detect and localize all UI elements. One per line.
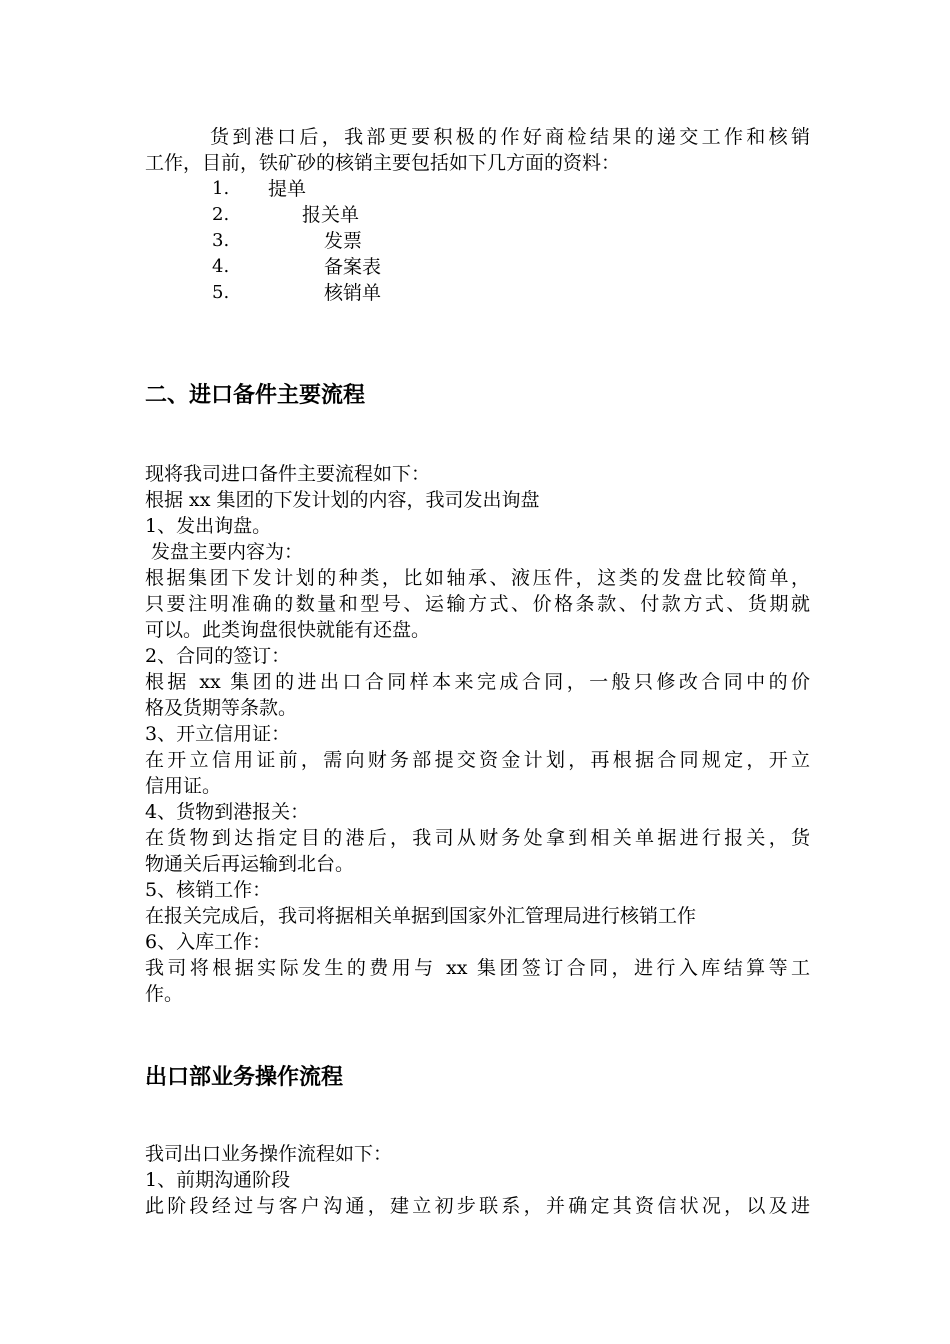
list-item-1-text: 提单 [268, 178, 307, 200]
section2-line: 5、核销工作： [145, 879, 272, 901]
section2-line: 可以。此类询盘很快就能有还盘。 [145, 619, 431, 641]
section2-line: 3、开立信用证： [145, 723, 291, 745]
section2-line: 在报关完成后，我司将据相关单据到国家外汇管理局进行核销工作 [145, 905, 697, 927]
intro-paragraph-line-2: 工作，目前，铁矿砂的核销主要包括如下几方面的资料： [145, 152, 621, 174]
section3-line: 1、前期沟通阶段 [145, 1169, 291, 1191]
section2-line: 在货物到达指定目的港后，我司从财务处拿到相关单据进行报关，货 [145, 827, 810, 849]
section2-line: 发盘主要内容为： [145, 541, 304, 563]
section3-line: 我司出口业务操作流程如下： [145, 1143, 393, 1165]
list-item-4-number: 4. [212, 256, 230, 277]
list-item-3-number: 3. [212, 230, 230, 251]
section2-line: 根据 xx 集团的下发计划的内容，我司发出询盘 [145, 489, 540, 511]
list-item-2-text: 报关单 [302, 204, 360, 226]
section2-line: 2、合同的签订： [145, 645, 291, 667]
intro-paragraph-line-1: 货到港口后，我部更要积极的作好商检结果的递交工作和核销 [210, 126, 810, 148]
section2-line: 6、入库工作： [145, 931, 272, 953]
list-item-1-number: 1. [212, 178, 230, 199]
section2-line: 根据集团下发计划的种类，比如轴承、液压件，这类的发盘比较简单， [145, 567, 810, 589]
section2-line: 物通关后再运输到北台。 [145, 853, 355, 875]
section2-line: 在开立信用证前，需向财务部提交资金计划，再根据合同规定，开立 [145, 749, 810, 771]
section2-line: 只要注明准确的数量和型号、运输方式、价格条款、付款方式、货期就 [145, 593, 810, 615]
list-item-3-text: 发票 [324, 230, 363, 252]
section2-line: 我司将根据实际发生的费用与 xx 集团签订合同，进行入库结算等工 [145, 957, 810, 979]
list-item-5-text: 核销单 [324, 282, 382, 304]
section2-line: 4、货物到港报关： [145, 801, 310, 823]
section2-line: 信用证。 [145, 775, 222, 797]
section2-line: 现将我司进口备件主要流程如下： [145, 463, 431, 485]
section-heading-export: 出口部业务操作流程 [145, 1065, 344, 1090]
section3-line: 此阶段经过与客户沟通，建立初步联系，并确定其资信状况，以及进 [145, 1195, 810, 1217]
section2-line: 1、发出询盘。 [145, 515, 272, 537]
list-item-4-text: 备案表 [324, 256, 382, 278]
section2-line: 格及货期等条款。 [145, 697, 298, 719]
section2-line: 根据 xx 集团的进出口合同样本来完成合同，一般只修改合同中的价 [145, 671, 810, 693]
list-item-5-number: 5. [212, 282, 230, 303]
list-item-2-number: 2. [212, 204, 230, 225]
section-heading-import-parts: 二、进口备件主要流程 [145, 383, 366, 408]
section2-line: 作。 [145, 983, 184, 1005]
